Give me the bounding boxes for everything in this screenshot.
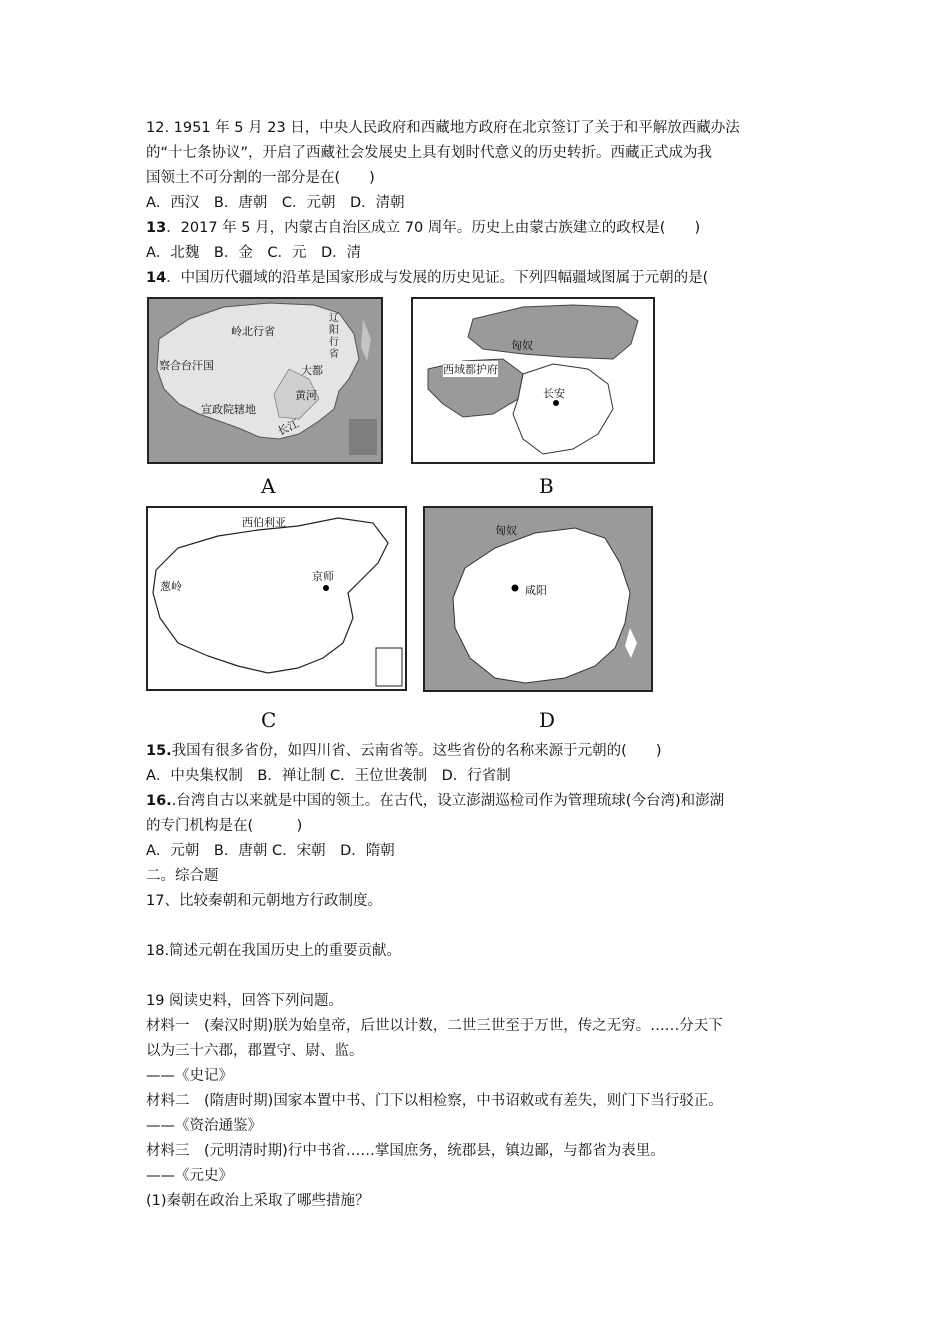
map-c-jingshi: 京师 xyxy=(312,570,334,583)
map-a-dadu: 大都 xyxy=(301,364,323,377)
map-b-xiyu: 西域都护府 xyxy=(443,363,498,376)
map-a-chagatai: 察合台汗国 xyxy=(159,359,214,372)
q16-line2: 的专门机构是在( ) xyxy=(146,818,303,834)
map-b-xiongnu: 匈奴 xyxy=(511,339,533,352)
q19-m3-line1: 材料三 (元明清时期)行中书省……掌国庶务，统郡县，镇边鄙，与都省为表里。 xyxy=(146,1143,665,1159)
map-c-congling: 葱岭 xyxy=(160,580,182,593)
q19-m2-line1: 材料二 (隋唐时期)国家本置中书、门下以相检察，中书诏敕或有差失，则门下当行驳正。 xyxy=(146,1093,723,1109)
map-d-shape xyxy=(425,508,651,690)
q19-m1-line2: 以为三十六郡，郡置守、尉、监。 xyxy=(146,1043,364,1059)
q14-text: ．中国历代疆域的沿革是国家形成与发展的历史见证。下列四幅疆域图属于元朝的是( xyxy=(166,270,709,286)
q15-text: 我国有很多省份，如四川省、云南省等。这些省份的名称来源于元朝的( ) xyxy=(171,743,662,759)
q12-line2: 的“十七条协议”，开启了西藏社会发展史上具有划时代意义的历史转折。西藏正式成为我 xyxy=(146,145,713,161)
q19-m2-source: ——《资治通鉴》 xyxy=(146,1118,262,1134)
q19-intro: 19 阅读史料，回答下列问题。 xyxy=(146,993,344,1009)
q15-number: 15. xyxy=(146,743,172,759)
q16-text: .台湾自古以来就是中国的领土。在古代，设立澎湖巡检司作为管理琉球(今台湾)和澎湖 xyxy=(171,793,725,809)
q12-line3: 国领土不可分割的一部分是在( ) xyxy=(146,170,375,186)
map-b-changan: 长安 xyxy=(543,387,565,400)
q19-m3-source: ——《元史》 xyxy=(146,1168,233,1184)
q13-text: ．2017 年 5 月，内蒙古自治区成立 70 周年。历史上由蒙古族建立的政权是( ) xyxy=(166,220,701,236)
q12-line1: 12. 1951 年 5 月 23 日，中央人民政府和西藏地方政府在北京签订了关于和平解放西藏办法 xyxy=(146,120,740,136)
map-b xyxy=(411,297,655,464)
map-b-shape xyxy=(413,299,653,462)
section2-heading: 二。综合题 xyxy=(146,868,219,884)
map-d xyxy=(423,506,653,692)
q19-m1-line1: 材料一 (秦汉时期)朕为始皇帝，后世以计数，二世三世至于万世，传之无穷。……分天下 xyxy=(146,1018,723,1034)
map-c-label: C xyxy=(261,708,277,732)
map-a-xuanzheng: 宣政院辖地 xyxy=(201,403,256,416)
q14-line xyxy=(146,268,708,288)
map-d-xiongnu: 匈奴 xyxy=(495,524,517,537)
map-a-liaoyang: 辽阳行省 xyxy=(329,313,339,360)
map-c-siberia: 西伯利亚 xyxy=(242,516,286,529)
map-a-huanghe: 黄河 xyxy=(295,389,317,402)
map-d-label: D xyxy=(539,708,556,732)
map-c xyxy=(146,506,407,691)
q13-options: A．北魏 B．金 C．元 D．清 xyxy=(146,245,362,261)
q13-line xyxy=(146,218,700,238)
q18: 18.简述元朝在我国历史上的重要贡献。 xyxy=(146,943,402,959)
q16-line1 xyxy=(146,791,724,811)
map-d-xianyang: 咸阳 xyxy=(525,584,547,597)
q15-options: A．中央集权制 B．禅让制 C．王位世袭制 D．行省制 xyxy=(146,768,511,784)
q19-question1: (1)秦朝在政治上采取了哪些措施？ xyxy=(146,1193,370,1209)
q12-options: A．西汉 B．唐朝 C．元朝 D．清朝 xyxy=(146,195,405,211)
q16-number: 16. xyxy=(146,793,172,809)
q15-line xyxy=(146,741,662,761)
q16-options: A．元朝 B．唐朝 C．宋朝 D．隋朝 xyxy=(146,843,395,859)
q19-m1-source: ——《史记》 xyxy=(146,1068,233,1084)
q17: 17、比较秦朝和元朝地方行政制度。 xyxy=(146,893,382,909)
map-c-shape xyxy=(148,508,405,689)
map-a xyxy=(147,297,383,464)
map-a-label: A xyxy=(261,474,276,498)
q13-number: 13 xyxy=(146,220,167,236)
map-b-label: B xyxy=(539,474,554,498)
map-a-changjiang: 长江 xyxy=(275,416,301,438)
q14-number: 14 xyxy=(146,270,167,286)
map-a-lingbei: 岭北行省 xyxy=(231,325,275,338)
